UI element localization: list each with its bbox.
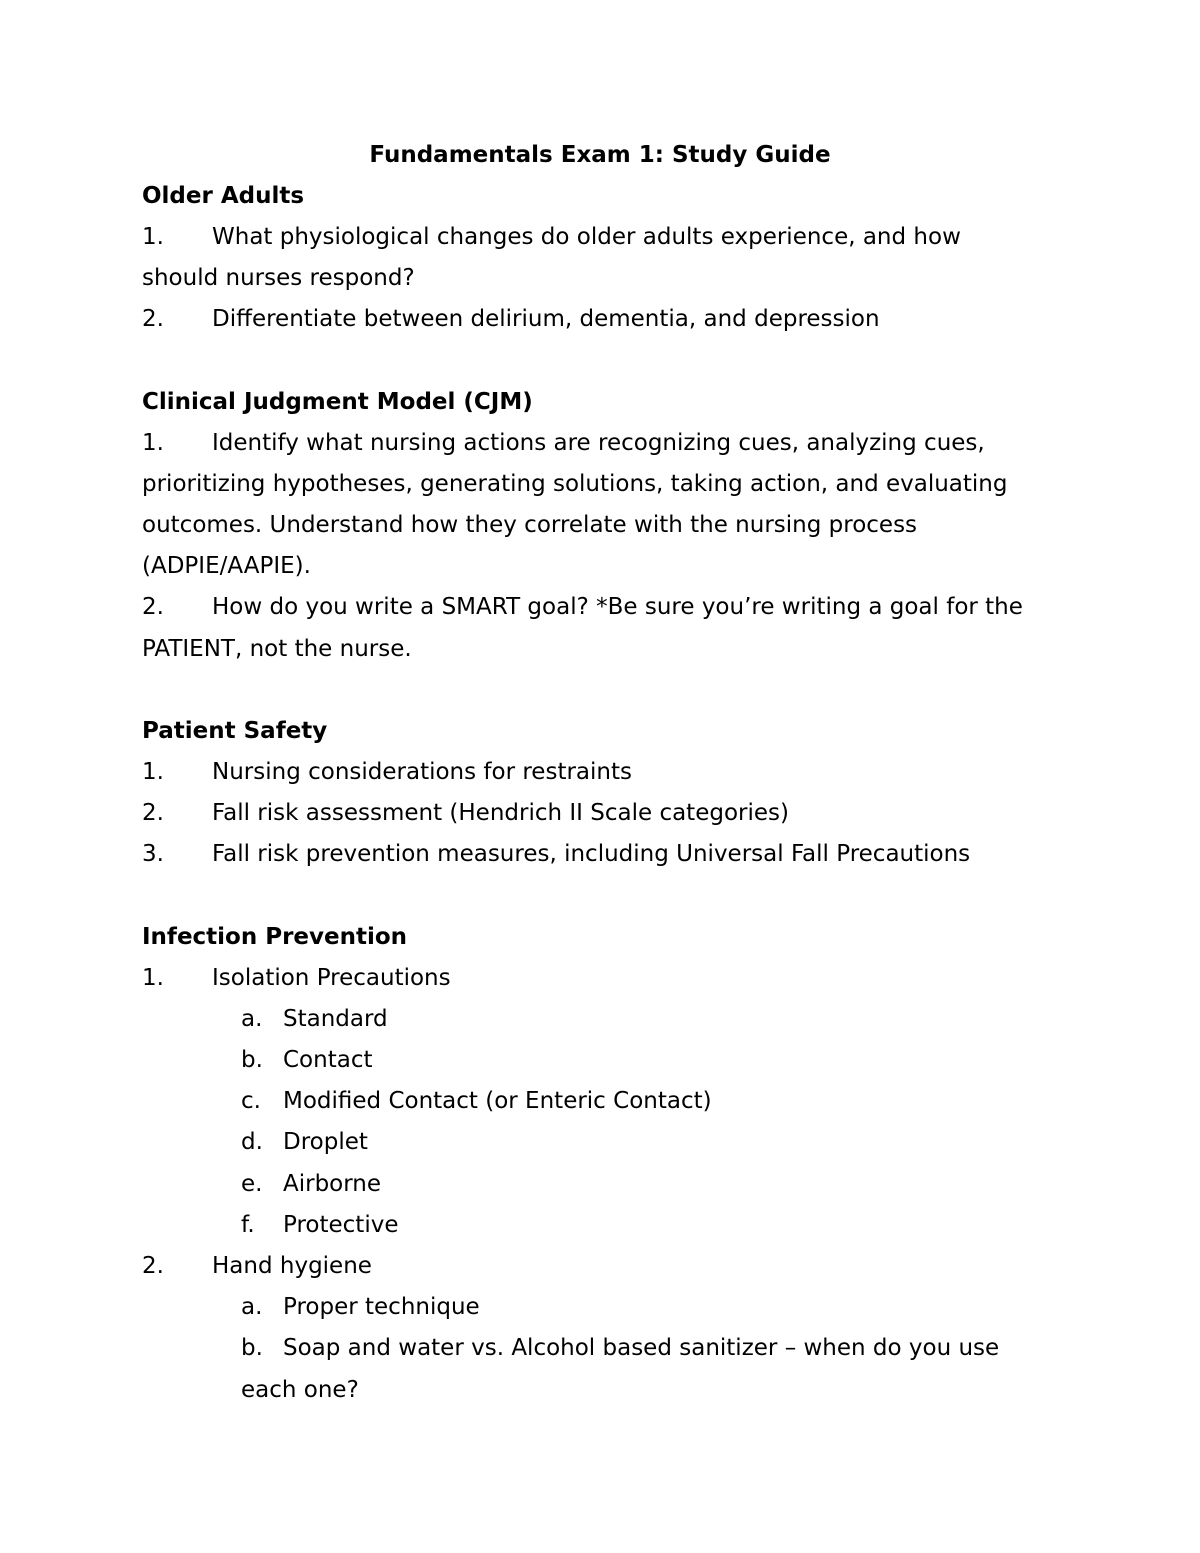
list-number: 2. xyxy=(142,306,164,332)
sublist-letter: b. xyxy=(241,1047,263,1073)
list-number: 1. xyxy=(142,430,164,456)
sublist-letter: d. xyxy=(241,1129,263,1155)
list-item-text-continued: outcomes. Understand how they correlate with the nursing process xyxy=(142,512,918,538)
page-title: Fundamentals Exam 1: Study Guide xyxy=(369,142,831,168)
sublist-letter: a. xyxy=(241,1294,263,1320)
sublist-letter: b. xyxy=(241,1335,263,1361)
list-number: 3. xyxy=(142,841,164,867)
list-item-text: Hand hygiene xyxy=(212,1253,372,1279)
list-item-text: Differentiate between delirium, dementia, and depression xyxy=(212,306,880,332)
sublist-letter: e. xyxy=(241,1171,263,1197)
list-item-text-continued: prioritizing hypotheses, generating solutions, taking action, and evaluating xyxy=(142,471,1008,497)
sublist-item-text: Contact xyxy=(283,1047,373,1073)
list-item-text-continued: PATIENT, not the nurse. xyxy=(142,636,412,662)
sublist-item-text: Droplet xyxy=(283,1129,368,1155)
sublist-item-text: Airborne xyxy=(283,1171,382,1197)
section-heading-cjm: Clinical Judgment Model (CJM) xyxy=(142,389,533,415)
list-item-text: What physiological changes do older adults experience, and how xyxy=(212,224,961,250)
list-number: 1. xyxy=(142,224,164,250)
list-number: 2. xyxy=(142,594,164,620)
section-heading-infection-prevention: Infection Prevention xyxy=(142,924,408,950)
section-heading-patient-safety: Patient Safety xyxy=(142,718,328,744)
sublist-item-text: Standard xyxy=(283,1006,388,1032)
sublist-item-text-continued: each one? xyxy=(241,1377,359,1403)
sublist-letter: a. xyxy=(241,1006,263,1032)
list-item-text: Fall risk prevention measures, including Universal Fall Precautions xyxy=(212,841,971,867)
list-number: 1. xyxy=(142,965,164,991)
sublist-item-text: Soap and water vs. Alcohol based sanitizer – when do you use xyxy=(283,1335,1000,1361)
list-number: 2. xyxy=(142,800,164,826)
list-item-text-continued: (ADPIE/AAPIE). xyxy=(142,553,311,579)
section-heading-older-adults: Older Adults xyxy=(142,183,305,209)
list-item-text-continued: should nurses respond? xyxy=(142,265,415,291)
sublist-item-text: Protective xyxy=(283,1212,399,1238)
list-number: 1. xyxy=(142,759,164,785)
list-item-text: Identify what nursing actions are recognizing cues, analyzing cues, xyxy=(212,430,985,456)
list-item-text: Isolation Precautions xyxy=(212,965,451,991)
list-number: 2. xyxy=(142,1253,164,1279)
sublist-item-text: Modified Contact (or Enteric Contact) xyxy=(283,1088,712,1114)
list-item-text: How do you write a SMART goal? *Be sure you’re writing a goal for the xyxy=(212,594,1023,620)
sublist-letter: f. xyxy=(241,1212,255,1238)
sublist-item-text: Proper technique xyxy=(283,1294,480,1320)
sublist-letter: c. xyxy=(241,1088,261,1114)
list-item-text: Fall risk assessment (Hendrich II Scale categories) xyxy=(212,800,789,826)
list-item-text: Nursing considerations for restraints xyxy=(212,759,632,785)
